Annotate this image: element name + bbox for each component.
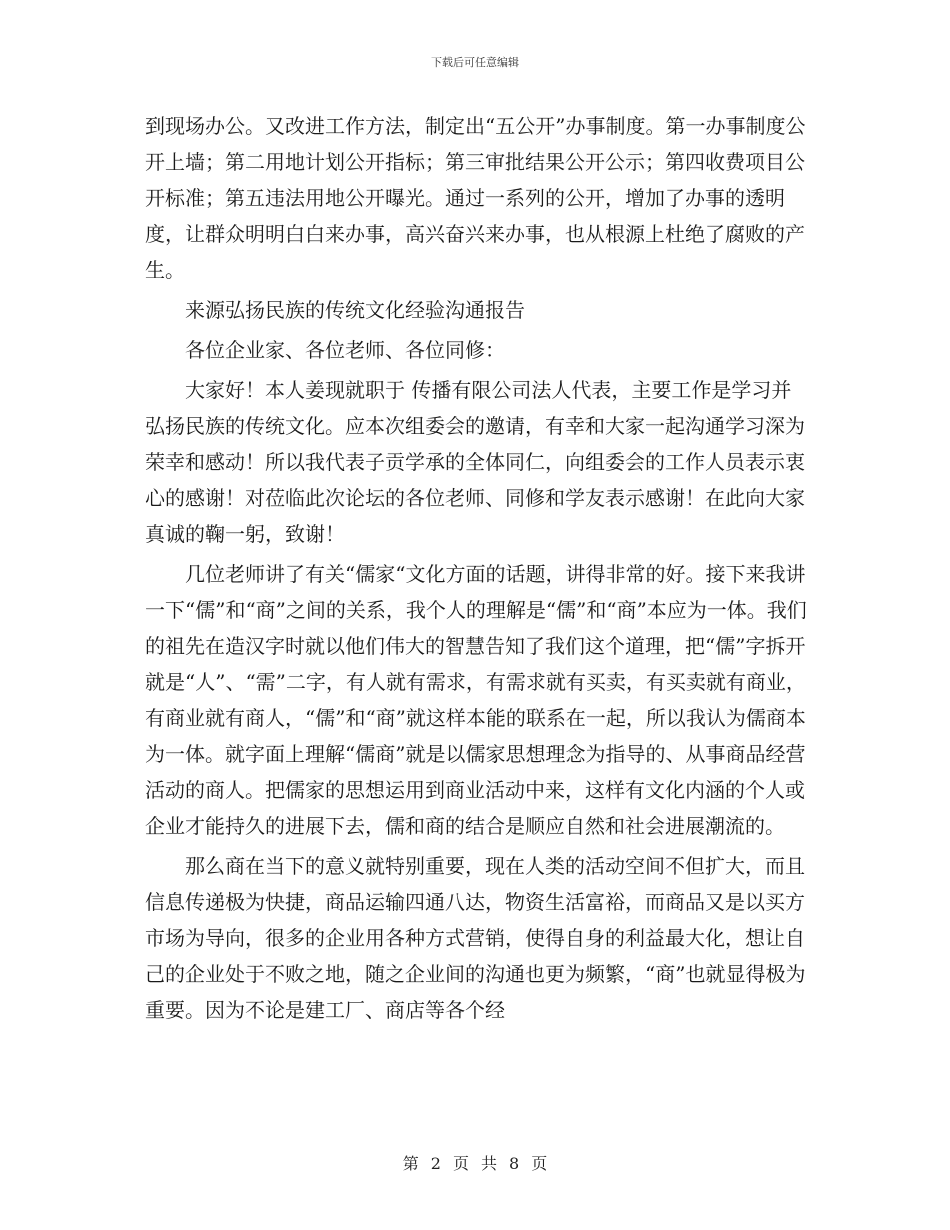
footer-current-page: 2	[430, 1154, 441, 1173]
footer-suffix: 页	[531, 1154, 548, 1173]
paragraph-continuation: 到现场办公。又改进工作方法，制定出“五公开”办事制度。第一办事制度公开上墙；第二用地计划公开指标；第三审批结果公开公示；第四收费项目公开标准；第五违法用地公开曝光。通过一系列的公开，增加了办事的透明度，让群众明明白白来办事，高兴奋兴来办事，也从根源上杜绝了腐败的产生。	[145, 114, 806, 282]
footer-page-word: 页	[452, 1154, 469, 1173]
paragraph-confucian-merchant: 几位老师讲了有关“儒家“文化方面的话题，讲得非常的好。接下来我讲一下“儒”和“商”之间的关系，我个人的理解是“儒”和“商”本应为一体。我们的祖先在造汉字时就以他们伟大的智慧告知了我们这个道理，把“儒”字拆开就是“人”、“需”二字，有人就有需求，有需求就有买卖，有买卖就有商业，有商业就有商人，“儒”和“商”就这样本能的联系在一起，所以我认为儒商本为一体。就字面上理解“儒商”就是以儒家思想理念为指导的、从事商品经营活动的商人。把儒家的思想运用到商业活动中来，这样有文化内涵的个人或企业才能持久的进展下去，儒和商的结合是顺应自然和社会进展潮流的。	[145, 562, 807, 838]
page-footer	[0, 1151, 950, 1174]
page-header: 下载后可任意编辑	[431, 56, 519, 69]
footer-prefix: 第	[402, 1154, 419, 1173]
footer-total-word: 共	[481, 1154, 498, 1173]
paragraph-greeting: 大家好！本人姜现就职于 传播有限公司法人代表，主要工作是学习并弘扬民族的传统文化。应本次组委会的邀请，有幸和大家一起沟通学习深为荣幸和感动！所以我代表子贡学承的全体同仁，向组委会的工作人员表示衷心的感谢！对莅临此次论坛的各位老师、同修和学友表示感谢！在此向大家真诚的鞠一躬，致谢！	[145, 378, 805, 546]
document-body	[145, 108, 810, 1028]
salutation: 各位企业家、各位老师、各位同修：	[185, 338, 505, 362]
footer-total-pages: 8	[509, 1154, 520, 1173]
section-title: 来源弘扬民族的传统文化经验沟通报告	[185, 298, 525, 322]
paragraph-commerce-significance: 那么商在当下的意义就特别重要，现在人类的活动空间不但扩大，而且信息传递极为快捷，商品运输四通八达，物资生活富裕，而商品又是以买方市场为导向，很多的企业用各种方式营销，使得自身的利益最大化，想让自己的企业处于不败之地，随之企业间的沟通也更为频繁，“商”也就显得极为重要。因为不论是建工厂、商店等各个经	[145, 854, 806, 1022]
